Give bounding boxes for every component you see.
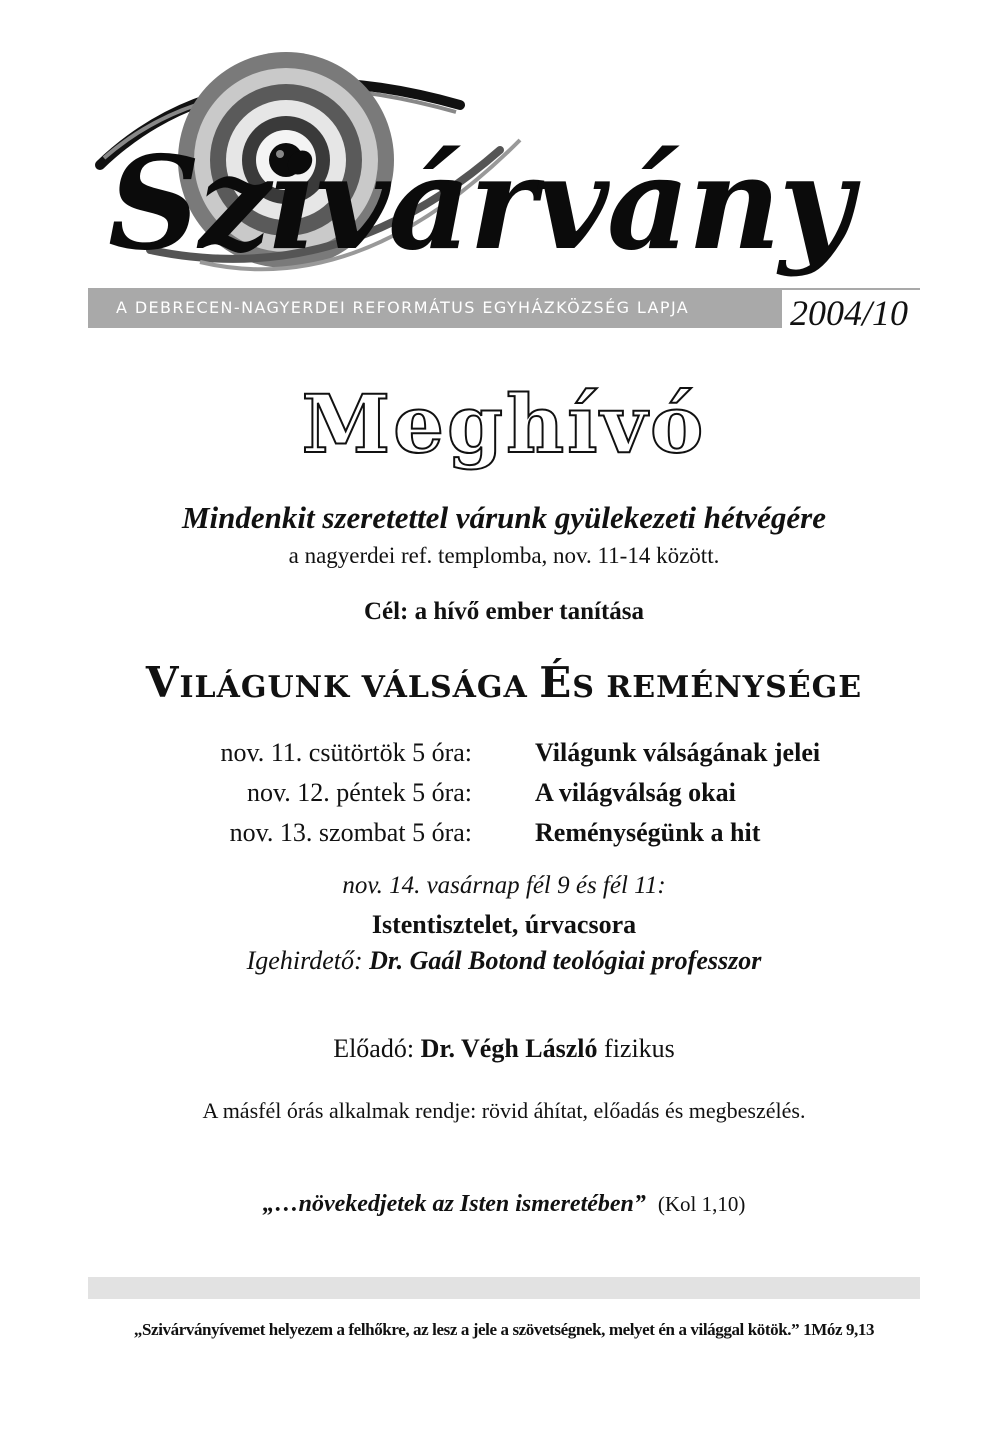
- speaker-label: Előadó:: [333, 1034, 415, 1063]
- masthead-title: Szivárvány: [108, 129, 852, 279]
- session-order: A másfél órás alkalmak rendje: rövid áhítat, előadás és megbeszélés.: [202, 1098, 806, 1123]
- schedule-row: [0, 818, 1008, 854]
- footer-quote: „Szivárványívemet helyezem a felhőkre, az lesz a jele a szövetségnek, melyet én a világgal kötök.” 1Móz 9,13: [133, 1320, 875, 1339]
- speaker-name: Dr. Végh László: [420, 1034, 598, 1063]
- schedule-when: nov. 11. csütörtök 5 óra:: [220, 738, 472, 767]
- masthead-subtitle: A DEBRECEN-NAGYERDEI REFORMÁTUS EGYHÁZKÖZSÉG LAPJA: [116, 298, 690, 317]
- theme-cap2: É: [539, 658, 573, 707]
- schedule-topic: A világválság okai: [535, 778, 736, 807]
- preacher-line: [0, 946, 1008, 976]
- bible-verse: [0, 1191, 1008, 1218]
- theme-part1: ILÁGUNK VÁLSÁGA: [179, 670, 540, 705]
- footer-divider: [88, 1277, 920, 1299]
- speaker-line: [0, 1034, 1008, 1064]
- invite-line: Mindenkit szeretettel várunk gyülekezeti hétvégére: [181, 500, 827, 535]
- theme-part2: S REMÉNYSÉGE: [572, 670, 863, 705]
- issue-number: 2004/10: [790, 293, 909, 333]
- sunday-service: Istentisztelet, úrvacsora: [371, 910, 637, 939]
- theme-title: [0, 658, 1008, 707]
- schedule-row: [0, 778, 1008, 814]
- sunday-time: nov. 14. vasárnap fél 9 és fél 11:: [342, 872, 666, 899]
- invitation-heading: Meghívó: [301, 377, 707, 471]
- theme-cap: V: [145, 658, 180, 707]
- verse-reference: (Kol 1,10): [657, 1192, 746, 1216]
- preacher-label: Igehirdető:: [246, 946, 363, 975]
- schedule-topic: Reménységünk a hit: [535, 818, 761, 847]
- schedule-topic: Világunk válságának jelei: [535, 738, 821, 767]
- masthead: [0, 0, 1008, 340]
- goal-line: Cél: a hívő ember tanítása: [363, 598, 645, 625]
- verse-quote: „…növekedjetek az Isten ismeretében”: [262, 1191, 646, 1217]
- schedule-when: nov. 12. péntek 5 óra:: [246, 778, 472, 807]
- schedule-row: [0, 738, 1008, 774]
- invite-location: a nagyerdei ref. templomba, nov. 11-14 között.: [288, 543, 720, 568]
- schedule-when: nov. 13. szombat 5 óra:: [229, 818, 472, 847]
- speaker-role: fizikus: [604, 1034, 675, 1063]
- preacher-name: Dr. Gaál Botond teológiai professzor: [369, 946, 762, 975]
